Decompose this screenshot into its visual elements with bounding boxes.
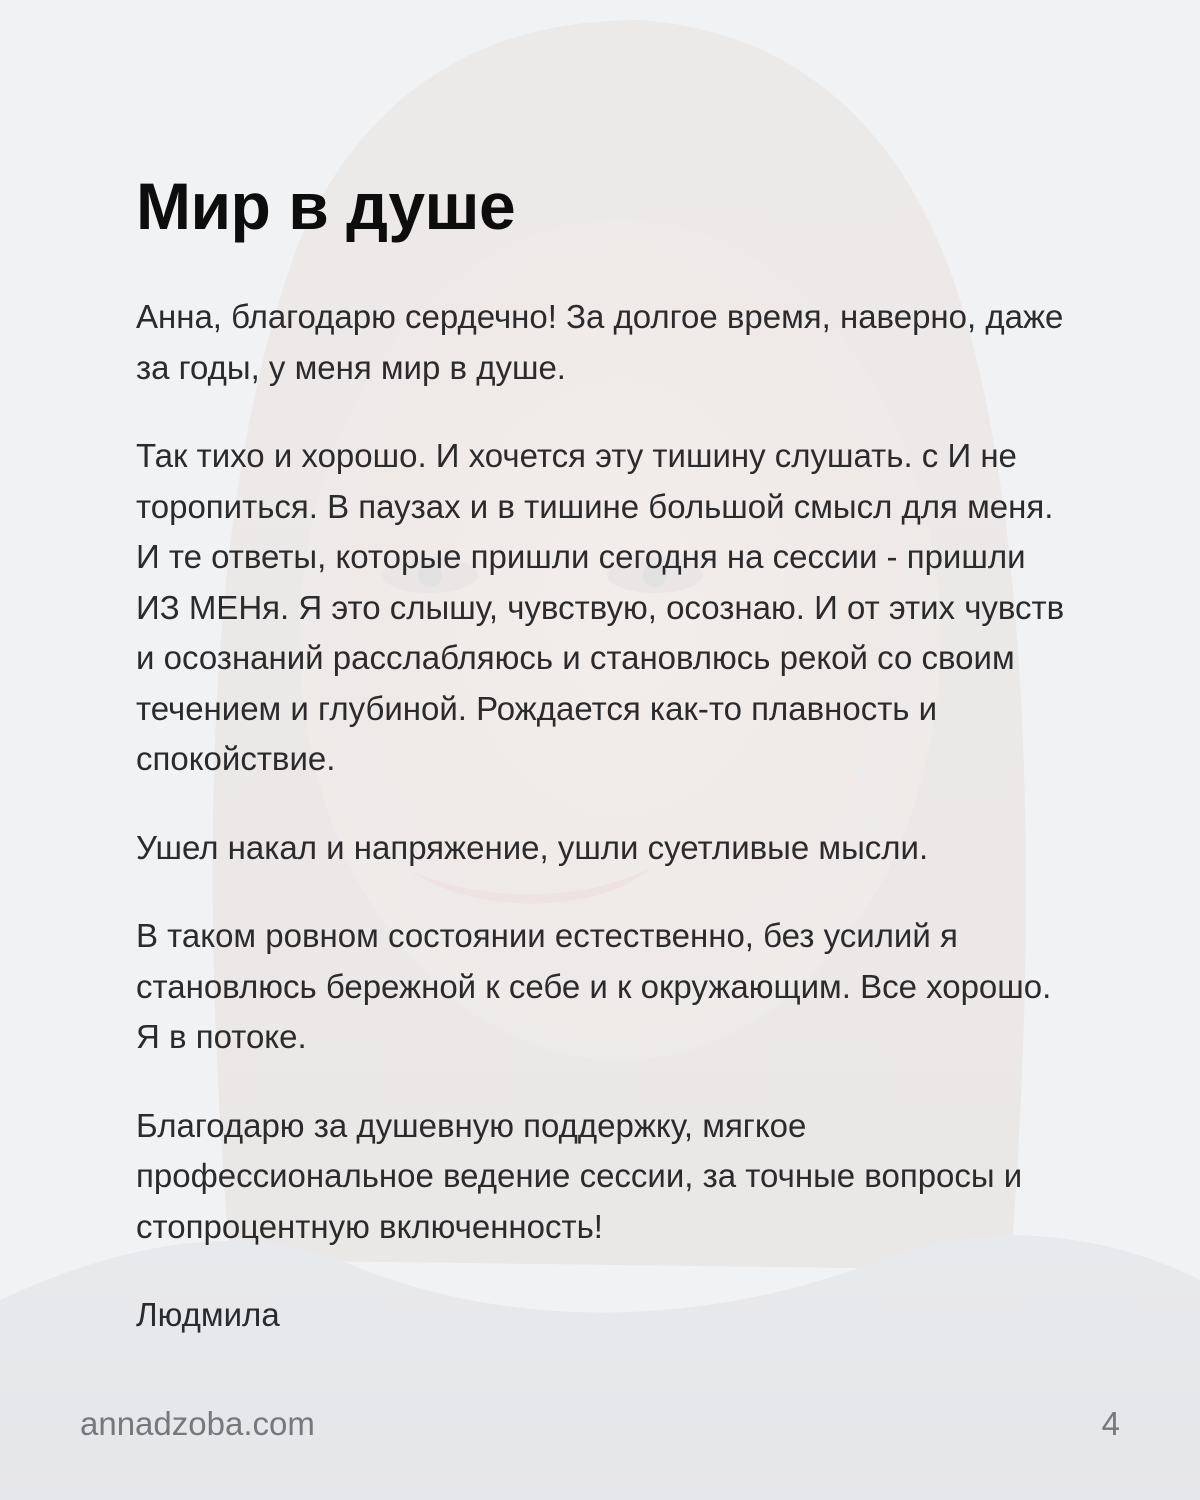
- testimonial-paragraph: В таком ровном состоянии естественно, без усилий я становлюсь бережной к себе и к окружающим. Все хорошо. Я в потоке.: [136, 917, 1052, 1055]
- testimonial-title: Мир в душе: [136, 169, 516, 243]
- testimonial-card: [136, 168, 1076, 1340]
- page-number: 4: [1101, 1405, 1120, 1442]
- testimonial-paragraph: Ушел накал и напряжение, ушли суетливые мысли.: [136, 828, 929, 866]
- website-link[interactable]: annadzoba.com: [80, 1405, 315, 1442]
- testimonial-paragraph: Благодарю за душевную поддержку, мягкое профессиональное ведение сессии, за точные вопросы и стопроцентную включенность!: [136, 1106, 1023, 1245]
- testimonial-paragraph: Анна, благодарю сердечно! За долгое время, наверно, даже за годы, у меня мир в душе.: [136, 298, 1064, 386]
- testimonial-signature: Людмила: [136, 1296, 280, 1333]
- testimonial-paragraph: Так тихо и хорошо. И хочется эту тишину слушать. с И не торопиться. В паузах и в тишине большой смысл для меня. И те ответы, которые пришли сегодня на сессии - пришли ИЗ МЕНя. Я это слышу, чувствую, осознаю. И от этих чувств и осознаний расслабляюсь и становлюсь рекой со своим течением и глубиной. Рождается как-то плавность и спокойствие.: [136, 437, 1065, 777]
